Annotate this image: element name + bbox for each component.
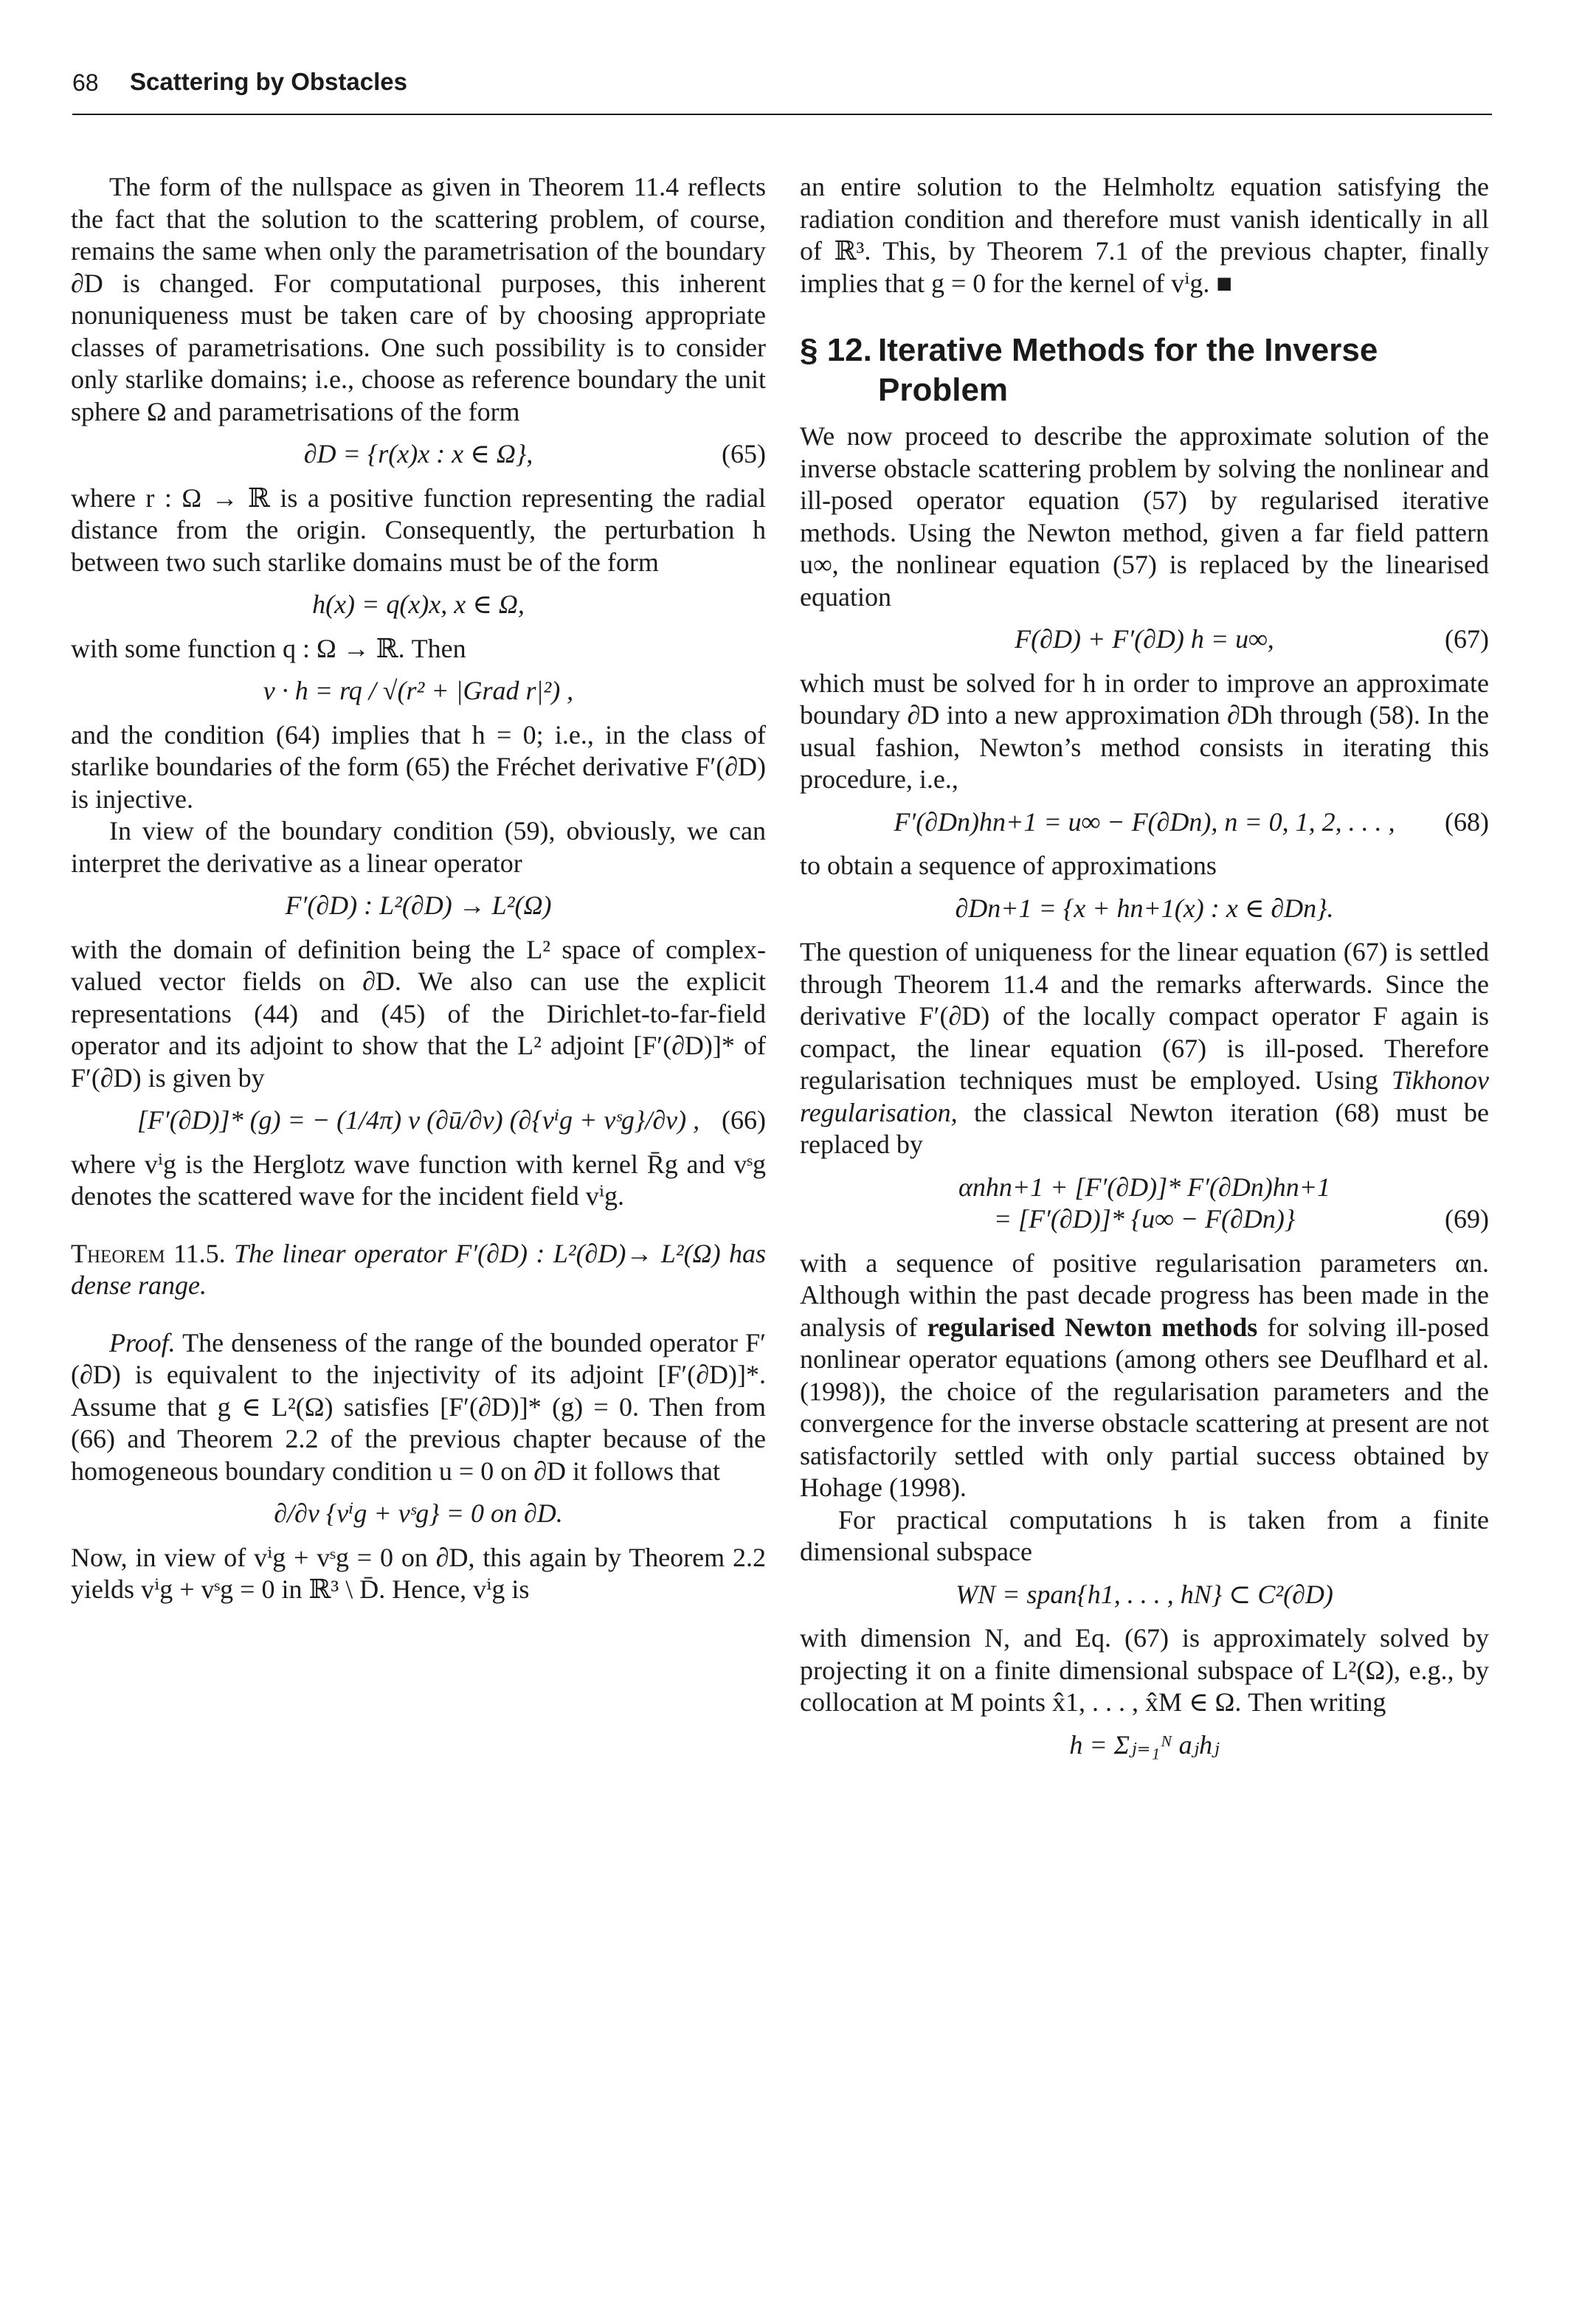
running-header bbox=[72, 68, 1492, 115]
paragraph: with dimension N, and Eq. (67) is approximately solved by projecting it on a finite dimensional subspace of L²(Ω), e.g., by collocation at M points x̂1, . . . , x̂M ∈ Ω. Then writing bbox=[800, 1623, 1489, 1717]
equation-number: (67) bbox=[1445, 624, 1489, 654]
right-column bbox=[800, 171, 1489, 1773]
equation-line-1 bbox=[800, 1172, 1489, 1204]
equation-text: F′(∂Dn)hn+1 = u∞ − F(∂Dn), n = 0, 1, 2, . . . , bbox=[894, 806, 1395, 837]
paragraph: We now proceed to describe the approximate solution of the inverse obstacle scattering problem by solving the nonlinear and ill-posed operator equation (57) by regularised iterative methods. Using the Newton method, given a far field pattern u∞, the nonlinear equation (57) is replaced by the linearised equation bbox=[800, 421, 1489, 612]
paragraph-text: for solving ill-posed nonlinear operator equations (among others see Deuflhard et al. (1998)), the choice of the regularisation parameters and the convergence for the inverse obstacle scattering at present are not satisfactorily settled with only partial success obtained by Hohage (1998). bbox=[800, 1312, 1489, 1502]
equation-text: ∂D = {r(x)x : x ∈ Ω}, bbox=[303, 439, 533, 468]
equation-text: h(x) = q(x)x, x ∈ Ω, bbox=[312, 589, 525, 619]
section-title: Iterative Methods for the Inverse Problem bbox=[878, 332, 1378, 408]
equation-number: (68) bbox=[1445, 806, 1489, 837]
equation-text: ∂Dn+1 = {x + hn+1(x) : x ∈ ∂Dn}. bbox=[955, 893, 1334, 923]
paragraph: In view of the boundary condition (59), obviously, we can interpret the derivative as a linear operator bbox=[71, 816, 766, 878]
page-number: 68 bbox=[72, 69, 99, 96]
theorem-text: The linear operator F′(∂D) : L²(∂D)→ L²(Ω) has dense range. bbox=[71, 1238, 767, 1300]
paragraph-text: The question of uniqueness for the linear equation (67) is settled through Theorem 11.4 and the remarks afterwards. Since the derivative F′(∂D) of the locally compact operator F again is compact, the linear equation (67) is ill-posed. Therefore regularisation techniques must be employed. Using bbox=[800, 937, 1489, 1095]
equation-text: ∂/∂ν {vⁱg + vˢg} = 0 on ∂D. bbox=[274, 1498, 563, 1528]
theorem-11-5 bbox=[71, 1238, 766, 1302]
equation-sequence bbox=[800, 893, 1489, 925]
equation-67 bbox=[800, 623, 1489, 656]
equation-text: αnhn+1 + [F′(∂D)]* F′(∂Dn)hn+1 bbox=[958, 1172, 1331, 1202]
equation-66 bbox=[71, 1104, 766, 1137]
paragraph: For practical computations h is taken from a finite dimensional subspace bbox=[800, 1504, 1489, 1566]
equation-boundary bbox=[71, 1498, 766, 1530]
paragraph: Now, in view of vⁱg + vˢg = 0 on ∂D, this again by Theorem 2.2 yields vⁱg + vˢg = 0 in ℝ³ \ D̄. Hence, vⁱg is bbox=[71, 1542, 766, 1604]
paragraph: and the condition (64) implies that h = 0; i.e., in the class of starlike boundaries of the form (65) the Fréchet derivative F′(∂D) is injective. bbox=[71, 719, 766, 814]
running-title: Scattering by Obstacles bbox=[130, 68, 407, 95]
equation-nu-h bbox=[71, 675, 766, 708]
paragraph: with some function q : Ω → ℝ. Then bbox=[71, 633, 466, 663]
equation-text: = [F′(∂D)]* {u∞ − F(∂Dn)} bbox=[993, 1204, 1296, 1234]
left-column bbox=[71, 171, 766, 1606]
equation-number: (65) bbox=[722, 439, 766, 468]
paragraph bbox=[800, 1248, 1489, 1504]
paragraph: to obtain a sequence of approximations bbox=[800, 851, 1217, 880]
paragraph: which must be solved for h in order to improve an approximate boundary ∂D into a new approximation ∂Dh through (58). In the usual fashion, Newton’s method consists in iterating this procedure, i.e., bbox=[800, 668, 1489, 794]
equation-line-2 bbox=[800, 1203, 1489, 1236]
equation-68 bbox=[800, 806, 1489, 839]
bold-term: regularised Newton methods bbox=[927, 1312, 1258, 1342]
paragraph-text: with a sequence of positive regularisation parameters αn. Although within the past decade progress has been made in the analysis of bbox=[800, 1248, 1489, 1342]
proof bbox=[71, 1327, 766, 1488]
equation-subspace bbox=[800, 1579, 1489, 1611]
paragraph: where vⁱg is the Herglotz wave function with kernel R̄g and vˢg denotes the scattered wave for the incident field vⁱg. bbox=[71, 1149, 766, 1211]
paragraph: with the domain of definition being the L² space of complex-valued vector fields on ∂D. We also can use the explicit representations (44) and (45) of the Dirichlet-to-far-field operator and its adjoint to show that the L² adjoint [F′(∂D)]* of F′(∂D) is given by bbox=[71, 934, 766, 1093]
equation-65 bbox=[71, 438, 766, 471]
paragraph bbox=[800, 936, 1489, 1161]
paragraph: where r : Ω → ℝ is a positive function representing the radial distance from the origin. Consequently, the perturbation h between two such starlike domains must be of the form bbox=[71, 483, 766, 577]
paragraph: The form of the nullspace as given in Theorem 11.4 reflects the fact that the solution to the scattering problem, of course, remains the same when only the parametrisation of the boundary ∂D is changed. For computational purposes, this inherent nonuniqueness must be taken care of by choosing appropriate classes of parametrisations. One such possibility is to consider only starlike domains; i.e., choose as reference boundary the unit sphere Ω and parametrisations of the form bbox=[71, 172, 766, 426]
equation-h bbox=[71, 589, 766, 621]
equation-text: h = Σⱼ₌₁ᴺ aⱼhⱼ bbox=[1069, 1729, 1220, 1760]
equation-text: ν · h = rq / √(r² + |Grad r|²) , bbox=[263, 676, 574, 705]
equation-operator bbox=[71, 890, 766, 922]
equation-sum bbox=[800, 1729, 1489, 1762]
equation-text: F(∂D) + F′(∂D) h = u∞, bbox=[1015, 624, 1274, 654]
equation-text: WN = span{h1, . . . , hN} ⊂ C²(∂D) bbox=[956, 1579, 1333, 1609]
paragraph: an entire solution to the Helmholtz equation satisfying the radiation condition and therefore must vanish identically in all of ℝ³. This, by Theorem 7.1 of the previous chapter, finally implies that g = 0 for the kernel of vⁱg. ■ bbox=[800, 172, 1489, 298]
emphasis: Tikhonov regularisation, bbox=[800, 1065, 1490, 1127]
equation-number: (66) bbox=[722, 1105, 766, 1135]
section-number: § 12. bbox=[800, 332, 872, 368]
proof-text: The denseness of the range of the bounded operator F′(∂D) is equivalent to the injectivity of its adjoint [F′(∂D)]*. Assume that g ∈ L²(Ω) satisfies [F′(∂D)]* (g) = 0. Then from (66) and Theorem 2.2 of the previous chapter because of the homogeneous boundary condition u = 0 on ∂D it follows that bbox=[71, 1327, 766, 1486]
theorem-label: Theorem 11.5. bbox=[71, 1238, 226, 1268]
paragraph-text: the classical Newton iteration (68) must be replaced by bbox=[800, 1097, 1489, 1159]
equation-text: F′(∂D) : L²(∂D) → L²(Ω) bbox=[285, 890, 552, 920]
proof-label: Proof. bbox=[109, 1327, 176, 1358]
section-heading bbox=[800, 331, 1489, 410]
equation-69 bbox=[800, 1172, 1489, 1236]
equation-number: (69) bbox=[1445, 1203, 1489, 1234]
equation-text: [F′(∂D)]* (g) = − (1/4π) ν (∂ū/∂ν) (∂{vⁱg + vˢg}/∂ν) , bbox=[137, 1105, 700, 1135]
